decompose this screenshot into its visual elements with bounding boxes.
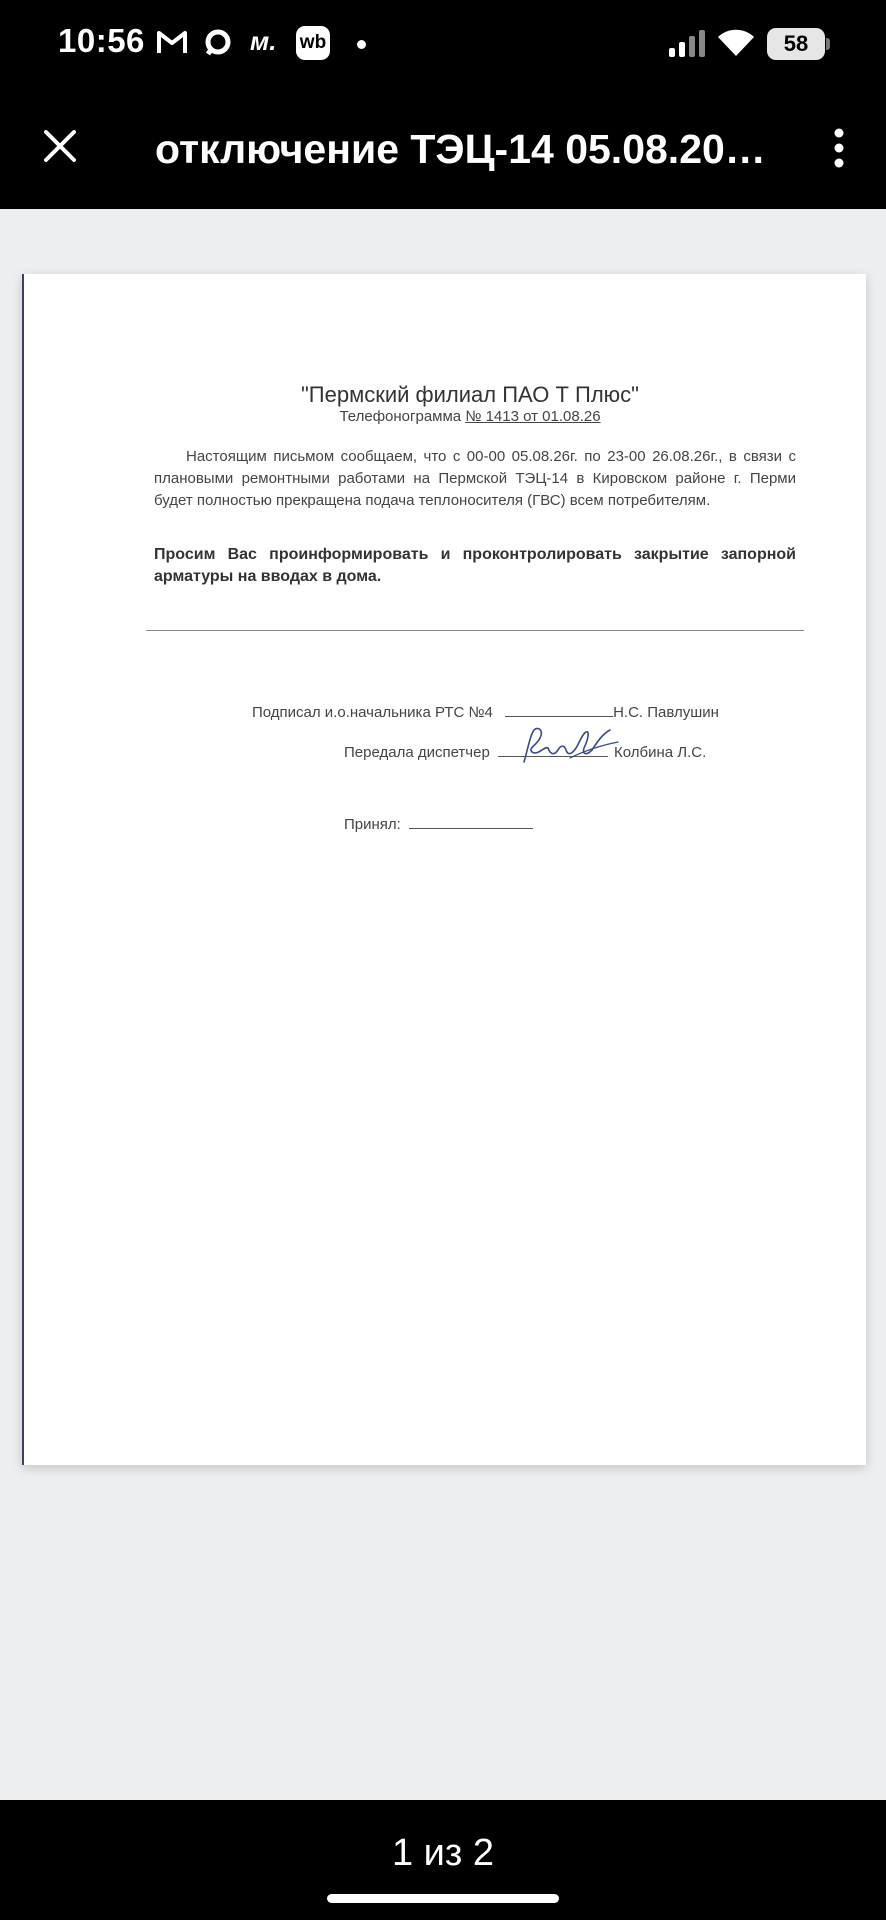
gmail-icon: [156, 28, 188, 61]
messenger-icon: [204, 28, 232, 61]
transmitted-name: Колбина Л.С.: [613, 744, 707, 761]
wb-app-icon: wb: [296, 26, 330, 60]
organization-name: "Пермский филиал ПАО Т Плюс": [301, 382, 639, 407]
document-title: отключение ТЭЦ-14 05.08.20…: [155, 126, 766, 172]
document-page[interactable]: [22, 274, 866, 1465]
received-by-line: [344, 814, 533, 833]
signature-blank: [409, 814, 533, 829]
telephonogram-prefix: Телефонограмма: [339, 408, 462, 425]
transmitted-label: Передала диспетчер: [344, 744, 490, 761]
signed-by-line: [252, 702, 719, 721]
wifi-icon: [717, 28, 755, 63]
divider: [146, 630, 804, 631]
battery-tip: [826, 38, 830, 50]
m-app-icon: м.: [250, 26, 277, 56]
telephonogram-line: [24, 408, 866, 425]
battery-icon: 58: [767, 28, 825, 60]
app-bar: [0, 86, 886, 209]
clock: 10:56: [58, 22, 145, 59]
received-label: Принял:: [344, 816, 401, 833]
notification-dot-icon: [357, 40, 366, 49]
more-vertical-icon[interactable]: [822, 126, 856, 170]
notice-body: Настоящим письмом сообщаем, что с 00-00 05.08.26г. по 23-00 26.08.26г., в связи с плановыми ремонтными работами на Пермской ТЭЦ-14 в Кировском районе г. Перми будет полностью прекращена подача теплоносителя (ГВС) всем потребителям.: [154, 448, 796, 509]
bottom-bar: [0, 1800, 886, 1920]
handwritten-signature: [510, 722, 620, 768]
signal-icon: [668, 28, 706, 63]
notice-request: Просим Вас проинформировать и проконтролировать закрытие запорной арматуры на вводах в дома.: [154, 546, 796, 585]
telephonogram-number: № 1413 от 01.08.26: [465, 408, 601, 425]
signed-label: Подписал и.о.начальника РТС №4: [252, 704, 493, 721]
page-indicator: 1 из 2: [391, 1832, 495, 1874]
home-indicator[interactable]: [327, 1894, 559, 1903]
status-bar: [0, 0, 886, 86]
close-icon[interactable]: [36, 122, 84, 170]
signed-name: Н.С. Павлушин: [613, 704, 719, 721]
signature-blank: [505, 702, 613, 717]
